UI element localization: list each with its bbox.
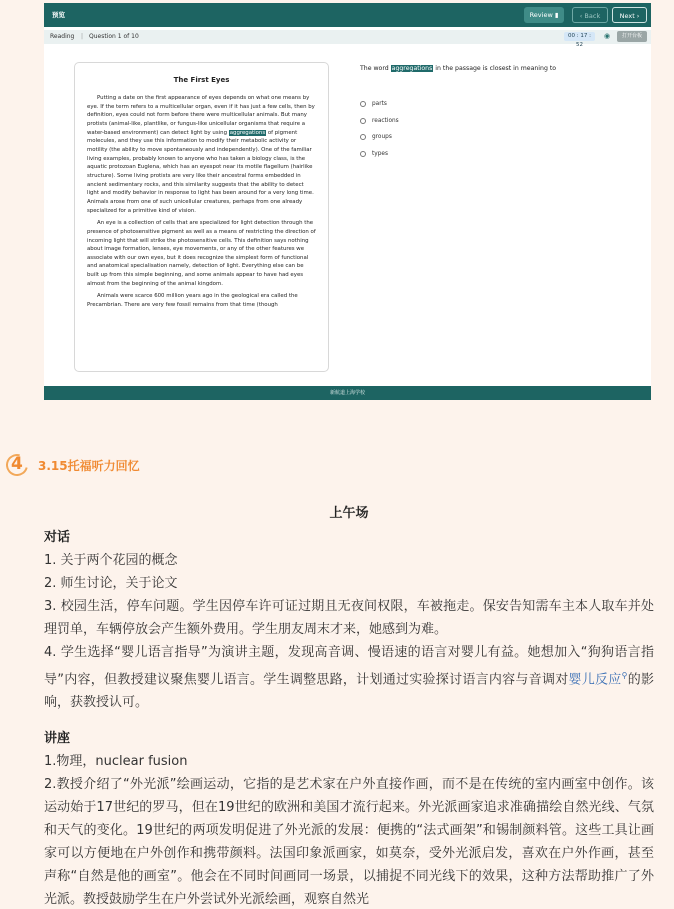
passage-paragraph-1 xyxy=(87,94,316,215)
article-body xyxy=(44,502,654,909)
dialog-item-4 xyxy=(44,641,654,714)
divider: | xyxy=(81,33,84,40)
question-text-before: The word xyxy=(360,65,391,72)
passage-card xyxy=(74,62,329,372)
back-button[interactable]: ‹ Back xyxy=(572,7,608,23)
dialog-item-2: 2. 师生讨论，关于论文 xyxy=(44,576,178,591)
review-button[interactable] xyxy=(524,7,564,23)
option-types[interactable] xyxy=(360,146,399,163)
radio-icon[interactable] xyxy=(360,118,366,124)
test-topbar xyxy=(44,3,651,27)
p1-text-before: Putting a date on the first appearance of eyes depends on what one means by eye. If the term refers to a multicellular organ, even if it has just a few cells, then by definition, eyes could not form before there were multicellular animals. But many protists (animal-like, plantlike, or fungus-like unicellular organisms that require a water-based environment) can detect light by using xyxy=(87,95,315,136)
answer-options xyxy=(360,96,399,162)
option-label: parts xyxy=(372,101,387,108)
dialog-item-3: 3. 校园生活，停车问题。学生因停车许可证过期且无夜间权限，车被拖走。保安告知需车主本人取车并处理罚单，车辆停放会产生额外费用。学生朋友周末才来，她感到为难。 xyxy=(44,599,654,637)
option-parts[interactable] xyxy=(360,96,399,113)
toefl-test-screenshot xyxy=(44,3,651,400)
section-number: 4 xyxy=(11,454,23,474)
eye-icon[interactable]: ◉ xyxy=(604,32,611,40)
preview-label: 预览 xyxy=(52,11,65,19)
lecture-item-2: 2.教授介绍了“外光派”绘画运动，它指的是艺术家在户外直接作画，而不是在传统的室内画室中创作。该运动始于17世纪的罗马，但在19世纪的欧洲和美国才流行起来。外光派画家追求准确描绘自然光线、气氛和天气的变化。19世纪的两项发明促进了外光派的发展：便携的“法式画架”和锡制颜料管。这些工具让画家可以方便地在户外创作和携带颜料。法国印象派画家，如莫奈，受外光派启发，喜欢在户外作画，甚至声称“自然是他的画室”。他会在不同时间画同一场景，以捕捉不同光线下的效果，这种方法帮助推广了外光派。教授鼓励学生在户外尝试外光派绘画，观察自然光 xyxy=(44,777,654,908)
timer: 00 : 17 : 52 xyxy=(564,32,595,41)
spacer xyxy=(44,714,654,727)
next-button[interactable]: Next › xyxy=(612,7,647,23)
lecture-heading: 讲座 xyxy=(44,731,71,747)
section-header xyxy=(4,452,140,478)
question-prompt xyxy=(360,65,556,72)
screenshot-footer: 新航道上海学校 xyxy=(44,386,651,400)
question-highlight: aggregations xyxy=(391,65,433,72)
p1-text-after: of pigment molecules, and they use this information to modify their metabolic activity or motility (the ability to move spontaneously and independently). One of the familiar living examples, probably known to anyone who has taken a biology class, is the aquatic protozoan Euglena, which has an eyespot near its motile flagellum (hairlike structure). Some living protists are very like their ancestral forms embedded in ancient sedimentary rocks, and this similarity suggests that the ability to detect light and modify behavior in response to light has been around for a very long time. Animals arose from one of such unicellular creatures, perhaps from one already specialized for a primitive kind of vision. xyxy=(87,129,314,214)
radio-icon[interactable] xyxy=(360,151,366,157)
option-label: groups xyxy=(372,134,392,141)
passage-title: The First Eyes xyxy=(173,76,230,84)
radio-icon[interactable] xyxy=(360,134,366,140)
option-label: reactions xyxy=(372,117,399,124)
question-number: Question 1 of 10 xyxy=(89,33,139,40)
dialog-heading: 对话 xyxy=(44,530,71,545)
option-groups[interactable] xyxy=(360,129,399,146)
dialog-item-4-tail: 的影响，获教授认可。 xyxy=(44,672,654,711)
bookmark-icon: ▮ xyxy=(554,11,559,19)
option-reactions[interactable] xyxy=(360,113,399,130)
section-label: Reading xyxy=(50,33,75,40)
section-title: 3.15托福听力回忆 xyxy=(38,458,140,473)
search-icon[interactable]: ⚲ xyxy=(621,671,628,680)
open-panel-button[interactable]: 打开台板 xyxy=(617,31,647,42)
highlighted-word: aggregations xyxy=(229,129,266,136)
passage-paragraph-2: An eye is a collection of cells that are specialized for light detection through the presence of photosensitive pigment as well as a means of restricting the direction of incoming light that will strike the photosensitive cells. This definition says nothing about image formation, lenses, eye movements, or any of the other features we associate with our own eyes, but it does recognize the simplest form of functional and anatomical specialisation namely, detection of light. Everything else can be built up from this simple beginning, and some animals appear to have had eyes almost from the beginning of the animal kingdom. xyxy=(87,220,316,287)
test-subbar xyxy=(44,30,651,48)
passage-paragraph-3: Animals were scarce 600 million years ago in the geological era called the Precambrian. There are very few fossil remains from that time (though xyxy=(87,293,298,309)
article-heading: 上午场 xyxy=(329,506,369,521)
review-label: Review xyxy=(529,11,553,19)
option-label: types xyxy=(372,150,388,157)
section-number-badge xyxy=(4,452,32,478)
radio-icon[interactable] xyxy=(360,101,366,107)
dialog-item-4-text: 4. 学生选择“婴儿语言指导”为演讲主题，发现高音调、慢语速的语言对婴儿有益。她想加入“狗狗语言指导”内容，但教授建议聚焦婴儿语言。学生调整思路，计划通过实验探讨语言内容与音调对 xyxy=(44,645,654,688)
question-text-after: in the passage is closest in meaning to xyxy=(433,65,557,72)
dialog-item-1: 1. 关于两个花园的概念 xyxy=(44,553,178,568)
lecture-item-1: 1.物理，nuclear fusion xyxy=(44,754,188,770)
baby-response-link[interactable]: 婴儿反应 xyxy=(568,672,622,688)
